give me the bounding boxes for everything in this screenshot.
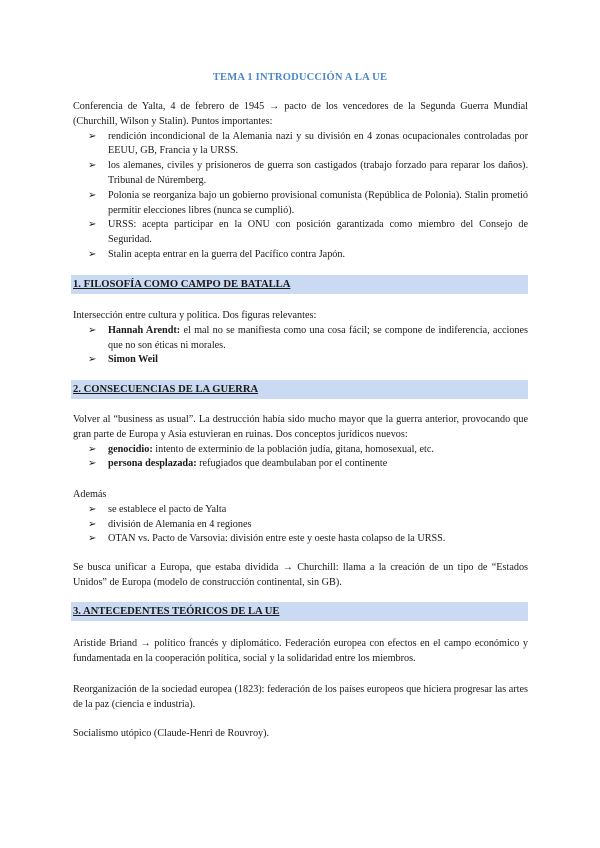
arrow-bullet-icon: ➢ <box>88 443 97 455</box>
list-item: ➢ persona desplazada: refugiados que deambulaban por el continente <box>108 457 528 472</box>
section-3-paragraph-2: Reorganización de la sociedad europea (1823): federación de los países europeos que hiciera progresar las artes de la paz (ciencia e industria). <box>73 684 528 710</box>
section-3-heading: 3. ANTECEDENTES TEÓRICOS DE LA UE <box>71 602 528 621</box>
arrow-bullet-icon: ➢ <box>88 533 97 545</box>
section-3-block-2 <box>73 683 528 713</box>
list-item: ➢ genocidio: intento de exterminio de la población judía, gitana, homosexual, etc. <box>108 443 528 458</box>
section-2-closing-block <box>73 561 528 591</box>
list-item: ➢ URSS: acepta participar en la ONU con posición garantizada como miembro del Consejo de Seguridad. <box>88 219 528 246</box>
section-2-ademas-block <box>73 488 528 547</box>
section-2-heading: 2. CONSECUENCIAS DE LA GUERRA <box>71 380 528 399</box>
section-2-second-bullet-list <box>73 503 528 547</box>
list-item: ➢ se establece el pacto de Yalta <box>108 503 528 518</box>
section-3-paragraph-3: Socialismo utópico (Claude-Henri de Rouvroy). <box>73 728 270 739</box>
list-item: ➢ los alemanes, civiles y prisioneros de guerra son castigados (trabajo forzado para reparar los daños). Tribunal de Núremberg. <box>88 160 528 186</box>
arrow-bullet-icon: ➢ <box>88 354 97 366</box>
section-1-paragraph: Intersección entre cultura y política. Dos figuras relevantes: <box>73 310 317 321</box>
section-3-block-3 <box>73 727 528 742</box>
section-2-bullet-list <box>73 443 528 473</box>
ademas-label: Además <box>73 489 107 500</box>
arrow-bullet-icon: ➢ <box>88 503 97 515</box>
list-item: ➢ Simon Weil <box>108 353 528 368</box>
section-1-block <box>73 309 528 368</box>
list-item: ➢ división de Alemania en 4 regiones <box>108 518 528 533</box>
arrow-bullet-icon: ➢ <box>88 130 97 142</box>
arrow-bullet-icon: ➢ <box>88 160 97 172</box>
arrow-bullet-icon: ➢ <box>88 248 97 260</box>
list-item: ➢ Stalin acepta entrar en la guerra del Pacífico contra Japón. <box>108 248 528 263</box>
arrow-bullet-icon: ➢ <box>88 219 97 231</box>
section-1-heading: 1. FILOSOFÍA COMO CAMPO DE BATALLA <box>71 275 528 294</box>
arrow-bullet-icon: ➢ <box>88 518 97 530</box>
intro-block <box>73 100 528 263</box>
intro-bullet-list <box>73 130 528 263</box>
section-1-bullet-list <box>73 324 528 368</box>
list-item: ➢ rendición incondicional de la Alemania nazi y su división en 4 zonas ocupacionales controladas por EEUU, GB, Francia y la URSS. <box>88 130 528 157</box>
intro-paragraph: Conferencia de Yalta, 4 de febrero de 1945 → pacto de los vencedores de la Segunda Guerra Mundial (Churchill, Wilson y Stalin). Puntos importantes: <box>73 101 528 127</box>
section-3-block-1 <box>73 637 528 667</box>
list-item: ➢ Polonia se reorganiza bajo un gobierno provisional comunista (República de Polonia). Stalin prometió permitir elecciones libres (nunca se cumplió). <box>88 189 528 216</box>
arrow-bullet-icon: ➢ <box>88 324 97 336</box>
arrow-bullet-icon: ➢ <box>88 458 97 470</box>
list-item: ➢ Hannah Arendt: el mal no se manifiesta como una cosa fácil; se compone de indiferencia, acciones que no son éticas ni morales. <box>88 324 528 351</box>
section-2-closing-paragraph: Se busca unificar a Europa, que estaba dividida → Churchill: llama a la creación de un tipo de “Estados Unidos” de Europa (modelo de construcción continental, sin GB). <box>73 562 528 588</box>
list-item: ➢ OTAN vs. Pacto de Varsovia: división entre este y oeste hasta colapso de la URSS. <box>108 532 528 547</box>
section-3-paragraph-1: Aristide Briand → político francés y diplomático. Federación europea con efectos en el campo económico y fundamentada en la cooperación política, social y la solidaridad entre los miembros. <box>73 638 528 664</box>
section-2-block <box>73 413 528 472</box>
section-2-paragraph: Volver al “business as usual”. La destrucción había sido mucho mayor que la guerra anterior, provocando que gran parte de Europa y Asia estuvieran en ruinas. Dos conceptos jurídicos nuevos: <box>73 414 528 440</box>
arrow-bullet-icon: ➢ <box>88 189 97 201</box>
document-title: TEMA 1 INTRODUCCIÓN A LA UE <box>212 72 388 83</box>
